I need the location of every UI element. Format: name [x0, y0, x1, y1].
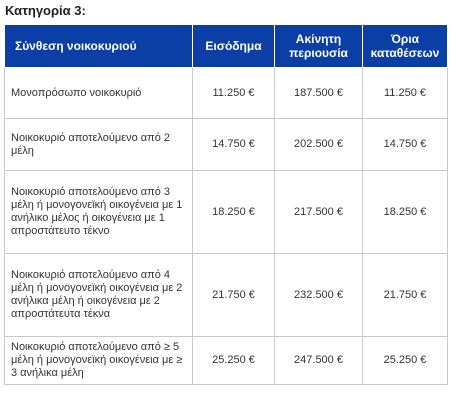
- table-row: [5, 171, 448, 254]
- eligibility-table: [4, 24, 448, 385]
- table-header-row: [5, 25, 448, 68]
- household-cell: Νοικοκυριό αποτελούμενο από 2 μέλη: [5, 119, 193, 171]
- property-cell: 187.500 €: [275, 68, 363, 119]
- income-cell: 21.750 €: [193, 254, 275, 337]
- table-row: [5, 68, 448, 119]
- income-cell: 18.250 €: [193, 171, 275, 254]
- table-row: [5, 254, 448, 337]
- income-cell: 11.250 €: [193, 68, 275, 119]
- deposits-cell: 14.750 €: [363, 119, 448, 171]
- property-cell: 232.500 €: [275, 254, 363, 337]
- income-cell: 25.250 €: [193, 337, 275, 385]
- property-cell: 217.500 €: [275, 171, 363, 254]
- table-row: [5, 337, 448, 385]
- header-income: Εισόδημα: [193, 25, 275, 68]
- household-cell: Νοικοκυριό αποτελούμενο από ≥ 5 μέλη ή μονογονεϊκή οικογένεια με ≥ 3 ανήλικα μέλη: [5, 337, 193, 385]
- household-cell: Μονοπρόσωπο νοικοκυριό: [5, 68, 193, 119]
- household-cell: Νοικοκυριό αποτελούμενο από 4 μέλη ή μονογονεϊκή οικογένεια με 2 ανήλικα μέλη ή οικογένεια με 2 απροστάτευτα τέκνα: [5, 254, 193, 337]
- household-cell: Νοικοκυριό αποτελούμενο από 3 μέλη ή μονογονεϊκή οικογένεια με 1 ανήλικο μέλος ή οικογένεια με 1 απροστάτευτο τέκνο: [5, 171, 193, 254]
- income-cell: 14.750 €: [193, 119, 275, 171]
- table-row: [5, 119, 448, 171]
- deposits-cell: 25.250 €: [363, 337, 448, 385]
- header-deposits: Όρια καταθέσεων: [363, 25, 448, 68]
- deposits-cell: 11.250 €: [363, 68, 448, 119]
- property-cell: 202.500 €: [275, 119, 363, 171]
- property-cell: 247.500 €: [275, 337, 363, 385]
- page-title: Κατηγορία 3:: [5, 3, 86, 18]
- header-property: Ακίνητη περιουσία: [275, 25, 363, 68]
- deposits-cell: 21.750 €: [363, 254, 448, 337]
- deposits-cell: 18.250 €: [363, 171, 448, 254]
- header-household: Σύνθεση νοικοκυριού: [5, 25, 193, 68]
